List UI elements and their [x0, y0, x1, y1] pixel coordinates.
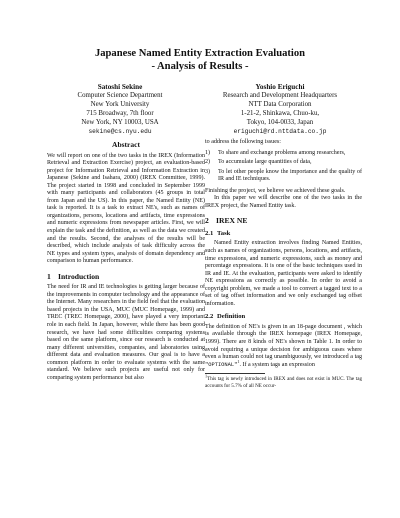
author-address-line-1: 715 Broadway, 7th floor: [86, 109, 154, 117]
issues-list: [205, 150, 362, 184]
subsection-number: 2.1: [205, 229, 214, 237]
section-number: 2: [205, 216, 209, 226]
list-item-text: To accumulate large quantities of data,: [218, 159, 312, 166]
author-block: [40, 83, 360, 135]
footnote-number: 1: [205, 373, 208, 379]
footnote: [205, 373, 362, 389]
author-2: [200, 83, 360, 136]
optional-tag: "OPTIONAL": [205, 361, 238, 368]
author-email[interactable]: eriguchi@rd.nttdata.co.jp: [233, 127, 327, 135]
definition-text-part-1: The definition of NE's is given in an 18-page document , which is available through the IREX homepage (IREX Homepage, 1999). There are 8 kinds of NE's shown in Table 1. In order to avoid requiring a unique decision for ambiguous cases where even a human could not tag unambiguously, we introduced a tag: [205, 323, 362, 361]
section-heading-irex-ne: [205, 217, 362, 225]
definition-text: [205, 324, 362, 369]
section-title: IREX NE: [216, 216, 248, 226]
subsection-heading-task: [205, 230, 362, 238]
describe-paragraph: In this paper we will describe one of the two tasks in the IREX project, the Named Entity task.: [205, 195, 362, 209]
right-column: [205, 139, 362, 389]
list-item: [205, 159, 362, 167]
list-item-text: To share and exchange problems among researchers,: [218, 149, 346, 156]
introduction-text: The need for IR and IE technologies is getting larger because of the improvements in computer technology and the appearance of the Internet. Many researchers in the field feel that the evaluation based projects in the USA, MUC (MUC Homepage, 1999) and TREC (TREC Homepage, 2000), have played a very important role in each field. In Japan, however, while there has been good research, we have had some difficulties comparing systems based on the same platform, since our research is conducted at many different universities, companies, and laboratories using different data and evaluation measures. Our goal is to have a common platform in order to evaluate systems with the same standard. We believe such projects are useful not only for comparing system performance but also: [47, 284, 205, 381]
paper-title: [40, 48, 360, 73]
list-item: [205, 150, 362, 158]
footnote-divider: [205, 373, 265, 374]
list-item-number: 2): [205, 159, 211, 166]
list-item-number: 1): [205, 149, 211, 156]
footnote-mark[interactable]: 1: [237, 358, 240, 364]
subsection-title: Task: [217, 229, 231, 237]
list-item-text: To let other people know the importance and the quality of IR and IE techniques.: [218, 168, 362, 183]
footnote-text: This tag is newly introduced in IREX and does not exist in MUC. The tag accounts for 5.7% of all NE occur-: [205, 376, 362, 389]
author-institution: New York University: [90, 100, 150, 108]
author-address-line-2: New York, NY 10003, USA: [81, 118, 159, 126]
finishing-paragraph: Finishing the project, we believe we achieved these goals.: [205, 187, 346, 194]
list-item-number: 3): [205, 168, 211, 175]
author-affiliation: Computer Science Department: [77, 91, 163, 99]
author-name: Satoshi Sekine: [97, 83, 143, 91]
author-affiliation: Research and Development Headquarters: [222, 91, 338, 99]
section-number: 1: [47, 271, 51, 281]
subsection-number: 2.2: [205, 313, 214, 321]
abstract-heading: Abstract: [112, 140, 140, 149]
subsection-heading-definition: [205, 313, 362, 321]
subsection-title: Definition: [217, 313, 246, 321]
author-1: [40, 83, 200, 136]
author-email[interactable]: sekine@cs.nyu.edu: [88, 127, 152, 135]
task-text: Named Entity extraction involves finding Named Entities, such as names of organizations, persons, locations, and artifacts, time expressions, and numeric expressions, such as money and percentage expressions. It is one of the basic techniques used in IR and IE. At the evaluation, participants were asked to identify NE expressions as correctly as possible. In order to avoid a copyright problem, we made a tool to convert a tagged text to a set of tag offset information and we only exchanged tag offset information.: [205, 240, 362, 307]
author-address-line-2: Tokyo, 104-0033, Japan: [246, 118, 314, 126]
issues-intro: to address the following issues:: [205, 139, 281, 145]
section-heading-introduction: [47, 273, 205, 281]
author-address-line-1: 1-21-2, Shinkawa, Chuo-ku,: [240, 109, 320, 117]
list-item: [205, 169, 362, 184]
author-name: Yoshio Eriguchi: [255, 83, 305, 91]
abstract-text: We will report on one of the two tasks in the IREX (Information Retrieval and Extraction Exercise) project, an evaluation-based project for Information Retrieval and Information Extraction in Japanese (Sekine and Isahara, 2000) (IREX Committee, 1999). The project started in 1998 and concluded in September 1999 with many participants and collaborators (45 groups in total from Japan and the US). In this paper, the Named Entity (NE) task is reported. It is a task to extract NE's, such as names of organizations, persons, locations and artifacts, time expressions and numeric expressions from newspaper articles. First, we will explain the task and the definition, as well as the data we created and the results. Second, the analyses of the results will be described, which include analysis of task difficulty across the NE types and system types, analysis of domain dependency and comparison to human performance.: [47, 152, 205, 265]
section-title: Introduction: [58, 271, 100, 281]
title-line-1: Japanese Named Entity Extraction Evaluation: [94, 48, 306, 59]
definition-text-part-2: . If a system tags an expression: [239, 361, 315, 368]
left-column: [47, 139, 208, 382]
title-line-2: - Analysis of Results -: [151, 60, 249, 72]
author-institution: NTT Data Corporation: [248, 100, 312, 108]
